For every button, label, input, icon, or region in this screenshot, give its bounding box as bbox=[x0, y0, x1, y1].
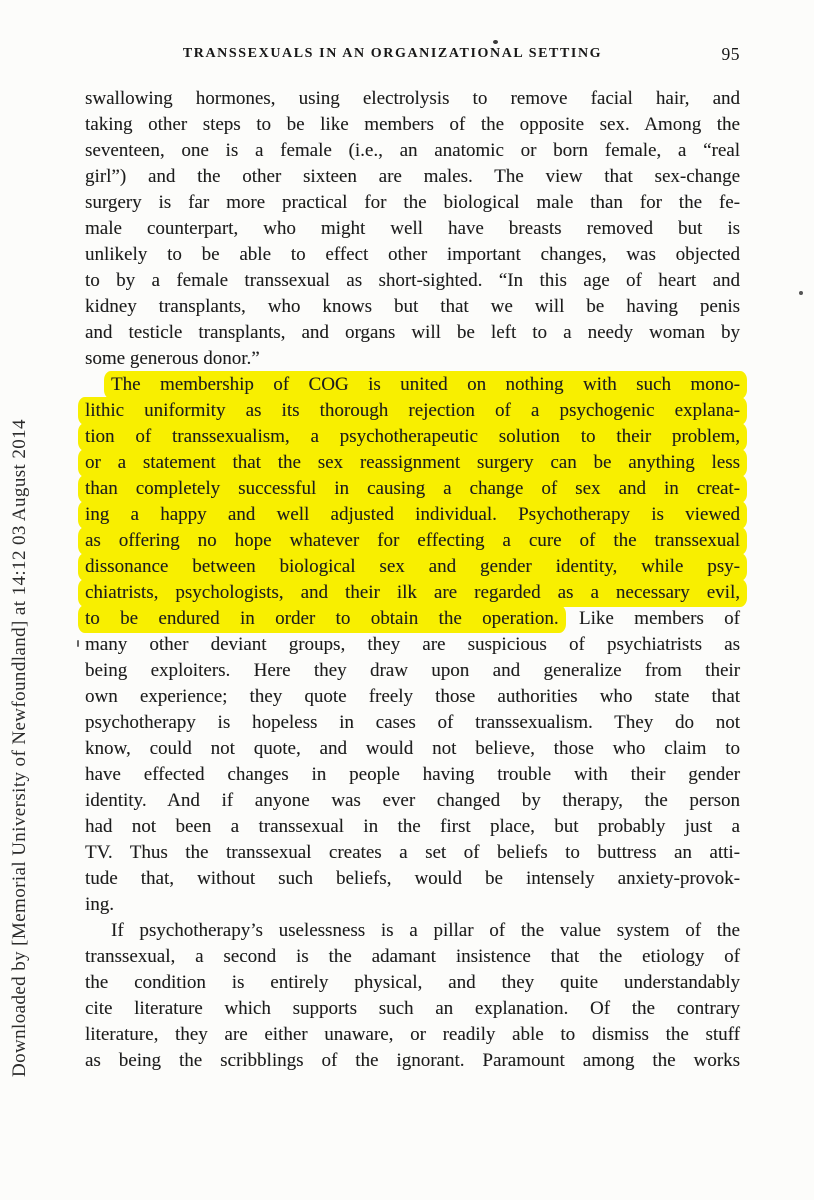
text-line bbox=[85, 346, 740, 372]
body-text-segment: literature, they are either unaware, or readily able to dismiss the stuff bbox=[85, 1024, 740, 1045]
body-text-segment: being exploiters. Here they draw upon and generalize from their bbox=[85, 660, 740, 681]
text-line bbox=[85, 502, 740, 528]
body-text-segment: girl”) and the other sixteen are males. The view that sex-change bbox=[85, 166, 740, 187]
text-line bbox=[85, 736, 740, 762]
body-text-segment: male counterpart, who might well have breasts removed but is bbox=[85, 218, 740, 239]
page-header bbox=[85, 46, 740, 62]
text-line bbox=[85, 840, 740, 866]
text-line bbox=[85, 684, 740, 710]
text-line bbox=[85, 970, 740, 996]
text-line bbox=[85, 554, 740, 580]
body-text-segment: had not been a transsexual in the first place, but probably just a bbox=[85, 816, 740, 837]
highlighted-text: dissonance between biological sex and gender identity, while psy- bbox=[78, 553, 747, 581]
body-text-segment: cite literature which supports such an explanation. Of the contrary bbox=[85, 998, 740, 1019]
text-line bbox=[85, 268, 740, 294]
text-line bbox=[85, 710, 740, 736]
text-line bbox=[85, 814, 740, 840]
text-line bbox=[85, 190, 740, 216]
text-line bbox=[85, 528, 740, 554]
body-text-segment: as being the scribblings of the ignorant. Paramount among the works bbox=[85, 1050, 740, 1071]
body-text-segment: kidney transplants, who knows but that we will be having penis bbox=[85, 296, 740, 317]
body-text-segment: ing. bbox=[85, 894, 115, 915]
text-line bbox=[85, 658, 740, 684]
scan-speck bbox=[493, 40, 498, 44]
body-text-segment: tude that, without such beliefs, would be intensely anxiety-provok- bbox=[85, 868, 740, 889]
body-text-segment: seventeen, one is a female (i.e., an anatomic or born female, a “real bbox=[85, 140, 740, 161]
body-text-segment: many other deviant groups, they are suspicious of psychiatrists as bbox=[85, 634, 740, 655]
highlighted-text: as offering no hope whatever for effecting a cure of the transsexual bbox=[78, 527, 747, 555]
download-watermark: Downloaded by [Memorial University of Newfoundland] at 14:12 03 August 2014 bbox=[9, 419, 30, 1077]
body-text-segment: psychotherapy is hopeless in cases of transsexualism. They do not bbox=[85, 712, 740, 733]
text-line bbox=[85, 476, 740, 502]
highlighted-text: than completely successful in causing a change of sex and in creat- bbox=[78, 475, 747, 503]
text-line bbox=[85, 112, 740, 138]
text-line bbox=[85, 788, 740, 814]
body-text-segment: unlikely to be able to effect other important changes, was objected bbox=[85, 244, 740, 265]
text-line bbox=[85, 398, 740, 424]
body-text-segment: own experience; they quote freely those authorities who state that bbox=[85, 686, 740, 707]
body-text-segment: and testicle transplants, and organs will be left to a needy woman by bbox=[85, 322, 740, 343]
body-text-segment: taking other steps to be like members of the opposite sex. Among the bbox=[85, 114, 740, 135]
body-text-segment: TV. Thus the transsexual creates a set of beliefs to buttress an atti- bbox=[85, 842, 740, 863]
highlighted-text: to be endured in order to obtain the operation. bbox=[78, 605, 566, 633]
scan-speck bbox=[799, 291, 803, 295]
text-line bbox=[85, 606, 740, 632]
body-text-segment: If psychotherapy’s uselessness is a pillar of the value system of the bbox=[111, 920, 740, 941]
text-line bbox=[85, 580, 740, 606]
highlighted-text: lithic uniformity as its thorough rejection of a psychogenic explana- bbox=[78, 397, 747, 425]
text-line bbox=[85, 216, 740, 242]
text-line bbox=[85, 424, 740, 450]
text-line bbox=[85, 1048, 740, 1074]
body-text-segment: to by a female transsexual as short-sighted. “In this age of heart and bbox=[85, 270, 740, 291]
highlighted-text: or a statement that the sex reassignment surgery can be anything less bbox=[78, 449, 747, 477]
text-line bbox=[85, 242, 740, 268]
body-text-segment: some generous donor.” bbox=[85, 348, 260, 369]
text-line bbox=[85, 918, 740, 944]
text-line bbox=[85, 632, 740, 658]
text-line bbox=[85, 944, 740, 970]
body-text-segment: know, could not quote, and would not believe, those who claim to bbox=[85, 738, 740, 759]
text-line bbox=[85, 892, 740, 918]
text-line bbox=[85, 372, 740, 398]
text-line bbox=[85, 866, 740, 892]
body-text-segment: swallowing hormones, using electrolysis to remove facial hair, and bbox=[85, 88, 740, 109]
page-body bbox=[85, 86, 740, 1074]
page-number: 95 bbox=[721, 44, 740, 64]
highlighted-text: tion of transsexualism, a psychotherapeutic solution to their problem, bbox=[78, 423, 747, 451]
highlighted-text: ing a happy and well adjusted individual. Psychotherapy is viewed bbox=[78, 501, 747, 529]
text-line bbox=[85, 138, 740, 164]
body-text-segment: the condition is entirely physical, and they quite understandably bbox=[85, 972, 740, 993]
text-line bbox=[85, 320, 740, 346]
text-line bbox=[85, 450, 740, 476]
body-text-segment: Like members of bbox=[558, 608, 740, 629]
scan-speck bbox=[77, 640, 79, 647]
highlighted-text: chiatrists, psychologists, and their ilk are regarded as a necessary evil, bbox=[78, 579, 747, 607]
text-line bbox=[85, 164, 740, 190]
body-text-segment: surgery is far more practical for the biological male than for the fe- bbox=[85, 192, 740, 213]
body-text-segment: identity. And if anyone was ever changed by therapy, the person bbox=[85, 790, 740, 811]
text-line bbox=[85, 294, 740, 320]
text-line bbox=[85, 762, 740, 788]
highlighted-text: The membership of COG is united on nothing with such mono- bbox=[104, 371, 747, 399]
running-head: TRANSSEXUALS IN AN ORGANIZATIONAL SETTING bbox=[182, 46, 603, 61]
text-line bbox=[85, 1022, 740, 1048]
text-line bbox=[85, 996, 740, 1022]
body-text-segment: have effected changes in people having trouble with their gender bbox=[85, 764, 740, 785]
body-text-segment: transsexual, a second is the adamant insistence that the etiology of bbox=[85, 946, 740, 967]
text-line bbox=[85, 86, 740, 112]
